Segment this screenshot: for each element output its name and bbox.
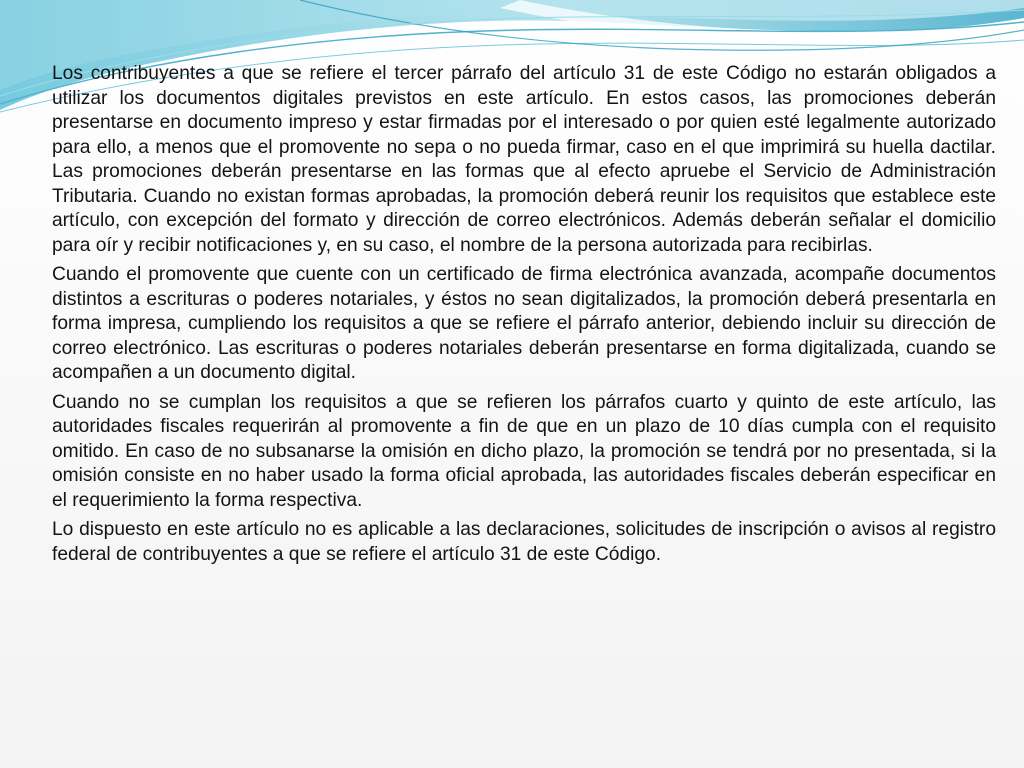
- paragraph-2: Cuando el promovente que cuente con un certificado de firma electrónica avanzada, acompañe documentos distintos a escrituras o poderes notariales, y éstos no sean digitalizados, la promoción deberá presentarla en forma impresa, cumpliendo los requisitos a que se refiere el párrafo anterior, debiendo incluir su dirección de correo electrónico. Las escrituras o poderes notariales deberán presentarse en forma digitalizada, cuando se acompañen a un documento digital.: [52, 264, 996, 383]
- slide-text-body: [52, 62, 996, 572]
- paragraph-1: Los contribuyentes a que se refiere el tercer párrafo del artículo 31 de este Código no estarán obligados a utilizar los documentos digitales previstos en este artículo. En estos casos, las promociones deberán presentarse en documento impreso y estar firmadas por el interesado o por quien esté legalmente autorizado para ello, a menos que el promovente no sepa o no pueda firmar, caso en el que imprimirá su huella dactilar. Las promociones deberán presentarse en las formas que al efecto apruebe el Servicio de Administración Tributaria. Cuando no existan formas aprobadas, la promoción deberá reunir los requisitos que establece este artículo, con excepción del formato y dirección de correo electrónicos. Además deberán señalar el domicilio para oír y recibir notificaciones y, en su caso, el nombre de la persona autorizada para recibirlas.: [52, 63, 996, 256]
- paragraph-4: Lo dispuesto en este artículo no es aplicable a las declaraciones, solicitudes de inscripción o avisos al registro federal de contribuyentes a que se refiere el artículo 31 de este Código.: [52, 519, 996, 565]
- paragraph-3: Cuando no se cumplan los requisitos a que se refieren los párrafos cuarto y quinto de este artículo, las autoridades fiscales requerirán al promovente a fin de que en un plazo de 10 días cumpla con el requisito omitido. En caso de no subsanarse la omisión en dicho plazo, la promoción se tendrá por no presentada, si la omisión consiste en no haber usado la forma oficial aprobada, las autoridades fiscales deberán especificar en el requerimiento la forma respectiva.: [52, 391, 996, 511]
